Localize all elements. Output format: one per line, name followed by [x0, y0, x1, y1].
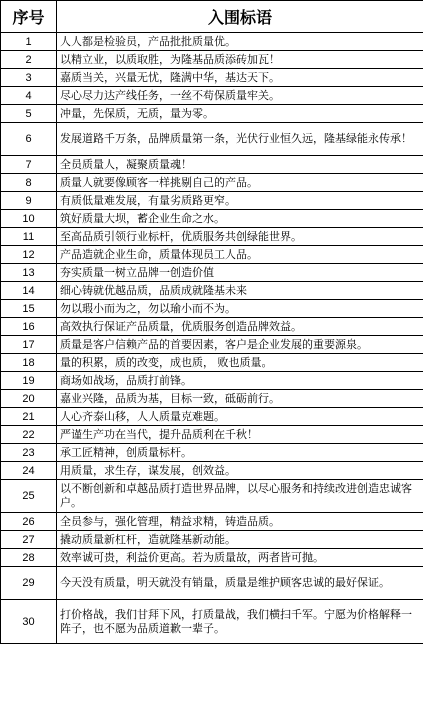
slogan-cell[interactable]: 产品造就企业生命，质量体现员工人品。 — [57, 246, 423, 264]
slogan-cell[interactable]: 用质量，求生存，谋发展，创效益。 — [57, 462, 423, 480]
table-row — [1, 246, 423, 264]
table-row — [1, 531, 423, 549]
slogan-cell[interactable]: 人人都是检验员，产品批批质量优。 — [57, 33, 423, 51]
slogan-cell[interactable]: 以精立业，以质取胜，为隆基品质添砖加瓦！ — [57, 51, 423, 69]
table-row — [1, 513, 423, 531]
serial-number-cell[interactable]: 2 — [1, 51, 57, 69]
serial-number-cell[interactable]: 7 — [1, 156, 57, 174]
table-row — [1, 444, 423, 462]
slogan-cell[interactable]: 今天没有质量，明天就没有销量，质量是维护顾客忠诚的最好保证。 — [57, 567, 423, 600]
slogan-cell[interactable]: 以不断创新和卓越品质打造世界品牌，以尽心服务和持续改进创造忠诚客户。 — [57, 480, 423, 513]
slogan-cell[interactable]: 筑好质量大坝，蓄企业生命之水。 — [57, 210, 423, 228]
header-slogan[interactable]: 入围标语 — [57, 1, 423, 33]
table-row — [1, 372, 423, 390]
table-row — [1, 156, 423, 174]
table-row — [1, 282, 423, 300]
table-row — [1, 408, 423, 426]
serial-number-cell[interactable]: 24 — [1, 462, 57, 480]
table-row — [1, 354, 423, 372]
table-row — [1, 174, 423, 192]
serial-number-cell[interactable]: 23 — [1, 444, 57, 462]
serial-number-cell[interactable]: 30 — [1, 600, 57, 644]
slogan-cell[interactable]: 质量是客户信赖产品的首要因素，客户是企业发展的重要源泉。 — [57, 336, 423, 354]
table-row — [1, 600, 423, 644]
serial-number-cell[interactable]: 1 — [1, 33, 57, 51]
slogan-cell[interactable]: 勿以瑕小而为之，勿以瑜小而不为。 — [57, 300, 423, 318]
serial-number-cell[interactable]: 14 — [1, 282, 57, 300]
serial-number-cell[interactable]: 18 — [1, 354, 57, 372]
serial-number-cell[interactable]: 26 — [1, 513, 57, 531]
serial-number-cell[interactable]: 28 — [1, 549, 57, 567]
slogan-cell[interactable]: 严谨生产功在当代，提升品质利在千秋！ — [57, 426, 423, 444]
serial-number-cell[interactable]: 9 — [1, 192, 57, 210]
serial-number-cell[interactable]: 29 — [1, 567, 57, 600]
table-row — [1, 123, 423, 156]
slogan-cell[interactable]: 夯实质量一树立品牌一创造价值 — [57, 264, 423, 282]
serial-number-cell[interactable]: 5 — [1, 105, 57, 123]
serial-number-cell[interactable]: 22 — [1, 426, 57, 444]
header-serial-number[interactable]: 序号 — [1, 1, 57, 33]
slogan-cell[interactable]: 撬动质量新杠杆，造就隆基新动能。 — [57, 531, 423, 549]
table-row — [1, 567, 423, 600]
serial-number-cell[interactable]: 8 — [1, 174, 57, 192]
table-row — [1, 264, 423, 282]
slogan-cell[interactable]: 打价格战，我们甘拜下风，打质量战，我们横扫千军。宁愿为价格解释一阵子，也不愿为品质道歉一辈子。 — [57, 600, 423, 644]
header-row — [1, 1, 423, 33]
serial-number-cell[interactable]: 13 — [1, 264, 57, 282]
table-row — [1, 210, 423, 228]
serial-number-cell[interactable]: 11 — [1, 228, 57, 246]
serial-number-cell[interactable]: 16 — [1, 318, 57, 336]
serial-number-cell[interactable]: 27 — [1, 531, 57, 549]
table-row — [1, 318, 423, 336]
table-row — [1, 228, 423, 246]
slogan-cell[interactable]: 至高品质引领行业标杆，优质服务共创绿能世界。 — [57, 228, 423, 246]
serial-number-cell[interactable]: 15 — [1, 300, 57, 318]
serial-number-cell[interactable]: 20 — [1, 390, 57, 408]
table-row — [1, 462, 423, 480]
slogan-cell[interactable]: 发展道路千万条，品牌质量第一条，光伏行业恒久远，隆基绿能永传承！ — [57, 123, 423, 156]
table-row — [1, 549, 423, 567]
slogan-cell[interactable]: 人心齐泰山移，人人质量克难题。 — [57, 408, 423, 426]
slogan-cell[interactable]: 细心铸就优越品质，品质成就隆基未来 — [57, 282, 423, 300]
slogan-cell[interactable]: 质量人就要像顾客一样挑剔自己的产品。 — [57, 174, 423, 192]
serial-number-cell[interactable]: 10 — [1, 210, 57, 228]
table-row — [1, 480, 423, 513]
slogan-cell[interactable]: 承工匠精神，创质量标杆。 — [57, 444, 423, 462]
slogan-cell[interactable]: 商场如战场，品质打前锋。 — [57, 372, 423, 390]
serial-number-cell[interactable]: 17 — [1, 336, 57, 354]
slogan-cell[interactable]: 量的积累，质的改变，成也质， 败也质量。 — [57, 354, 423, 372]
slogan-cell[interactable]: 嘉质当关，兴量无忧，隆满中华，基达天下。 — [57, 69, 423, 87]
slogan-cell[interactable]: 有质低量难发展，有量劣质路更窄。 — [57, 192, 423, 210]
table-row — [1, 87, 423, 105]
table-row — [1, 336, 423, 354]
serial-number-cell[interactable]: 6 — [1, 123, 57, 156]
slogan-cell[interactable]: 全员质量人，凝聚质量魂！ — [57, 156, 423, 174]
table-row — [1, 69, 423, 87]
slogan-cell[interactable]: 高效执行保证产品质量，优质服务创造品牌效益。 — [57, 318, 423, 336]
serial-number-cell[interactable]: 3 — [1, 69, 57, 87]
table-row — [1, 390, 423, 408]
table-row — [1, 33, 423, 51]
serial-number-cell[interactable]: 21 — [1, 408, 57, 426]
slogan-cell[interactable]: 嘉业兴隆，品质为基，目标一致，砥砺前行。 — [57, 390, 423, 408]
table-row — [1, 51, 423, 69]
table-row — [1, 192, 423, 210]
serial-number-cell[interactable]: 4 — [1, 87, 57, 105]
slogan-cell[interactable]: 尽心尽力达产线任务，一丝不苟保质量牢关。 — [57, 87, 423, 105]
table-row — [1, 426, 423, 444]
slogan-cell[interactable]: 效率诚可贵，利益价更高。若为质量故，两者皆可抛。 — [57, 549, 423, 567]
serial-number-cell[interactable]: 12 — [1, 246, 57, 264]
table-row — [1, 105, 423, 123]
table-row — [1, 300, 423, 318]
table-body — [1, 33, 423, 644]
serial-number-cell[interactable]: 25 — [1, 480, 57, 513]
serial-number-cell[interactable]: 19 — [1, 372, 57, 390]
slogan-cell[interactable]: 全员参与，强化管理，精益求精，铸造品质。 — [57, 513, 423, 531]
slogan-cell[interactable]: 冲量，先保质，无质，量为零。 — [57, 105, 423, 123]
